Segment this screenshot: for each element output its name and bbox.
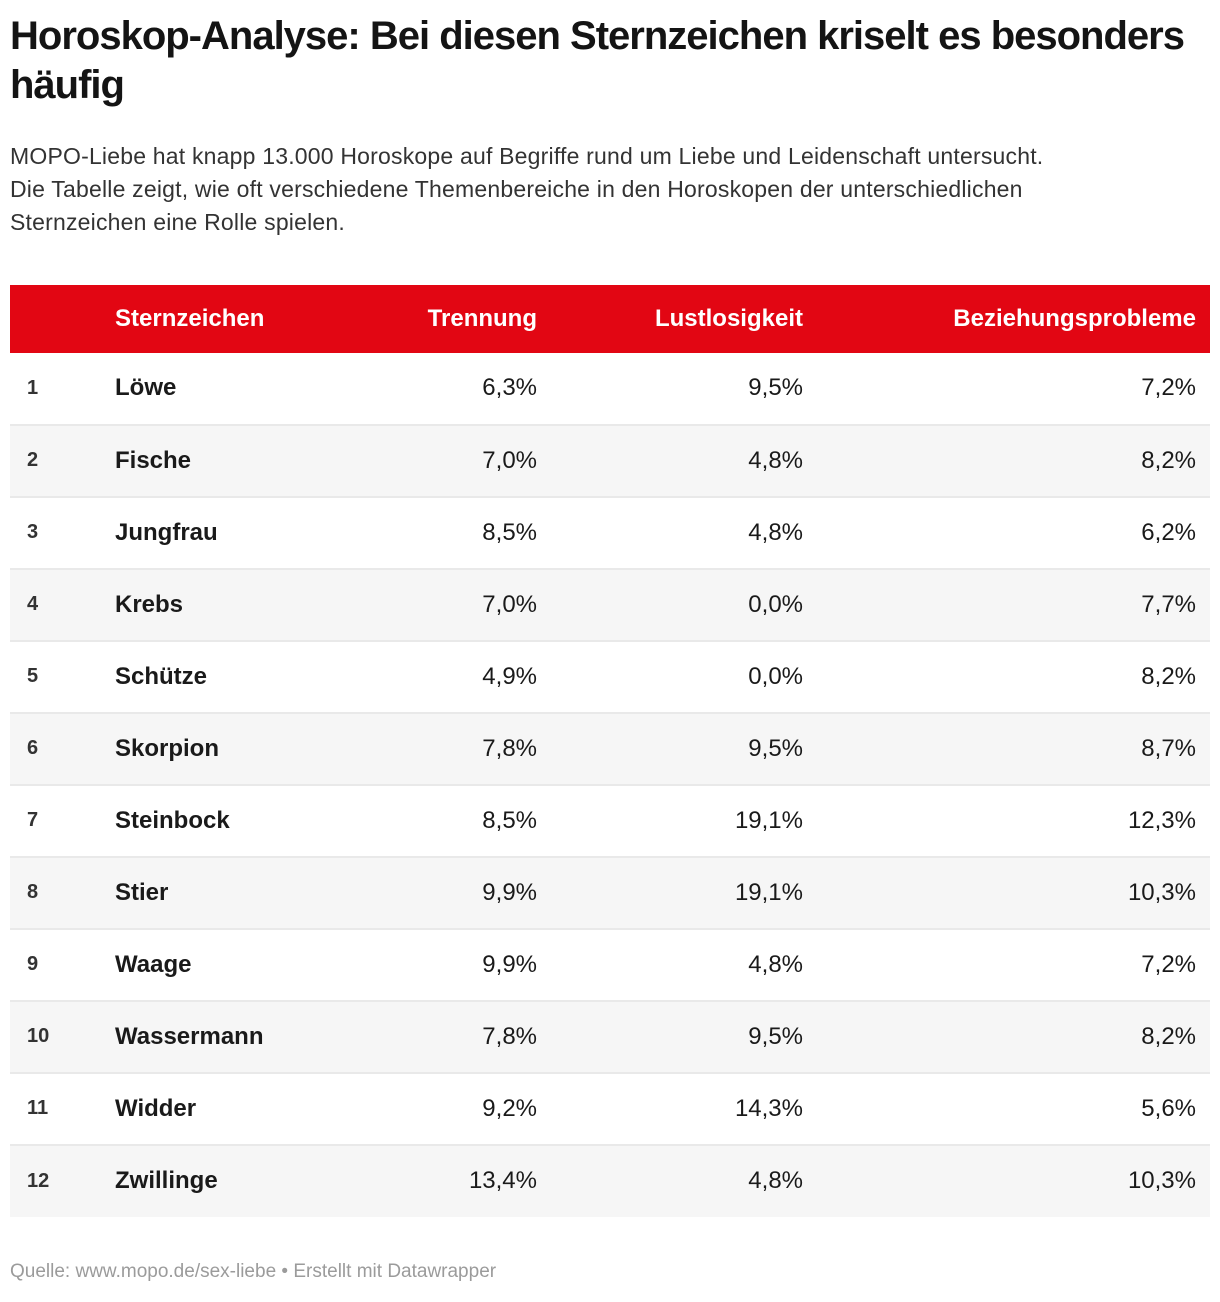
column-header-lustlosigkeit[interactable]: Lustlosigkeit: [654, 304, 803, 332]
table-row: [10, 929, 1210, 1001]
table-row: [10, 425, 1210, 497]
zodiac-name: Widder: [115, 1094, 197, 1122]
source-separator: •: [276, 1260, 294, 1282]
lustlosigkeit-value: 9,5%: [748, 1022, 803, 1050]
zodiac-name: Jungfrau: [115, 518, 218, 546]
table-row: [10, 713, 1210, 785]
lustlosigkeit-value: 0,0%: [748, 590, 803, 618]
trennung-value: 9,9%: [482, 878, 537, 906]
trennung-value: 7,8%: [482, 1022, 537, 1050]
beziehungsprobleme-value: 5,6%: [1141, 1094, 1196, 1122]
lustlosigkeit-value: 9,5%: [748, 374, 803, 402]
row-rank: 6: [27, 737, 39, 760]
table-row: [10, 857, 1210, 929]
table-row: [10, 785, 1210, 857]
lustlosigkeit-value: 4,8%: [748, 1167, 803, 1195]
lustlosigkeit-value: 9,5%: [748, 734, 803, 762]
row-rank: 5: [27, 665, 39, 688]
table-row: [10, 1073, 1210, 1145]
lustlosigkeit-value: 19,1%: [734, 878, 803, 906]
row-rank: 4: [27, 593, 39, 616]
created-with-label: Erstellt mit: [293, 1260, 388, 1282]
source-link[interactable]: www.mopo.de/sex-liebe: [75, 1260, 277, 1282]
beziehungsprobleme-value: 8,2%: [1141, 662, 1196, 690]
trennung-value: 9,9%: [482, 950, 537, 978]
zodiac-name: Stier: [115, 878, 169, 906]
lustlosigkeit-value: 0,0%: [748, 662, 803, 690]
zodiac-name: Steinbock: [115, 806, 230, 834]
table-row: [10, 569, 1210, 641]
beziehungsprobleme-value: 8,2%: [1141, 446, 1196, 474]
table-row: [10, 1001, 1210, 1073]
trennung-value: 6,3%: [482, 374, 537, 402]
zodiac-name: Wassermann: [115, 1022, 264, 1050]
beziehungsprobleme-value: 6,2%: [1141, 518, 1196, 546]
table-row: [10, 497, 1210, 569]
zodiac-name: Fische: [115, 446, 192, 474]
column-header-rank: [10, 285, 115, 353]
row-rank: 2: [27, 449, 39, 472]
lustlosigkeit-value: 4,8%: [748, 518, 803, 546]
table-row: [10, 353, 1210, 425]
column-header-sternzeichen[interactable]: Sternzeichen: [115, 304, 265, 332]
table-header-row: [10, 285, 1210, 353]
trennung-value: 4,9%: [482, 662, 537, 690]
row-rank: 8: [27, 881, 39, 904]
zodiac-name: Löwe: [115, 374, 177, 402]
beziehungsprobleme-value: 7,7%: [1141, 590, 1196, 618]
trennung-value: 7,8%: [482, 734, 537, 762]
table-row: [10, 641, 1210, 713]
beziehungsprobleme-value: 8,7%: [1141, 734, 1196, 762]
trennung-value: 8,5%: [482, 518, 537, 546]
row-rank: 11: [27, 1097, 49, 1120]
zodiac-name: Krebs: [115, 590, 184, 618]
row-rank: 7: [27, 809, 39, 832]
beziehungsprobleme-value: 12,3%: [1127, 806, 1196, 834]
lustlosigkeit-value: 4,8%: [748, 950, 803, 978]
trennung-value: 9,2%: [482, 1094, 537, 1122]
lustlosigkeit-value: 4,8%: [748, 446, 803, 474]
row-rank: 1: [27, 376, 39, 399]
beziehungsprobleme-value: 8,2%: [1141, 1022, 1196, 1050]
table-row: [10, 1145, 1210, 1217]
source-label: Quelle:: [10, 1260, 76, 1282]
page-title: Horoskop-Analyse: Bei diesen Sternzeichen kriselt es besonders häufig: [10, 14, 1184, 107]
beziehungsprobleme-value: 7,2%: [1141, 374, 1196, 402]
datawrapper-link[interactable]: Datawrapper: [387, 1260, 497, 1282]
beziehungsprobleme-value: 7,2%: [1141, 950, 1196, 978]
trennung-value: 7,0%: [482, 590, 537, 618]
column-header-trennung[interactable]: Trennung: [427, 304, 537, 332]
zodiac-name: Skorpion: [115, 734, 220, 762]
lustlosigkeit-value: 14,3%: [734, 1094, 803, 1122]
trennung-value: 13,4%: [468, 1167, 537, 1195]
zodiac-name: Waage: [115, 950, 192, 978]
beziehungsprobleme-value: 10,3%: [1127, 878, 1196, 906]
row-rank: 9: [27, 953, 39, 976]
beziehungsprobleme-value: 10,3%: [1127, 1167, 1196, 1195]
column-header-beziehungsprobleme[interactable]: Beziehungsprobleme: [953, 304, 1196, 332]
row-rank: 12: [27, 1169, 50, 1192]
zodiac-name: Schütze: [115, 662, 208, 690]
page-description: MOPO-Liebe hat knapp 13.000 Horoskope auf Begriffe rund um Liebe und Leidenschaft untersucht. Die Tabelle zeigt, wie oft verschiedene Themenbereiche in den Horoskopen der unterschiedlichen Sternzeichen eine Rolle spielen.: [10, 142, 1044, 236]
zodiac-name: Zwillinge: [115, 1167, 218, 1195]
row-rank: 3: [27, 521, 39, 544]
source-attribution: [10, 1261, 1210, 1283]
horoscope-table: [10, 285, 1210, 1217]
row-rank: 10: [27, 1025, 50, 1048]
lustlosigkeit-value: 19,1%: [734, 806, 803, 834]
trennung-value: 8,5%: [482, 806, 537, 834]
trennung-value: 7,0%: [482, 446, 537, 474]
